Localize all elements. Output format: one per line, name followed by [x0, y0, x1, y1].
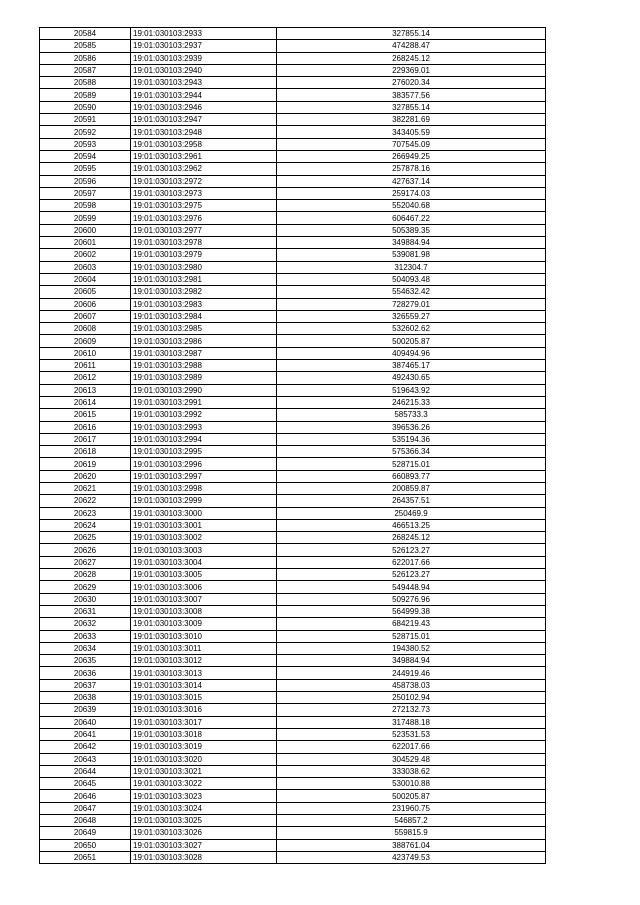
data-table: [39, 27, 546, 864]
row-number-cell: 20608: [40, 323, 131, 335]
cadastral-number-cell: 19:01:030103:2973: [131, 187, 277, 199]
table-row: [40, 851, 546, 863]
table-row: [40, 667, 546, 679]
table-row: [40, 446, 546, 458]
cadastral-number-cell: 19:01:030103:2988: [131, 360, 277, 372]
value-cell: 728279.01: [277, 298, 546, 310]
value-cell: 549448.94: [277, 581, 546, 593]
row-number-cell: 20639: [40, 704, 131, 716]
value-cell: 504093.48: [277, 273, 546, 285]
table-row: [40, 495, 546, 507]
cadastral-number-cell: 19:01:030103:3005: [131, 569, 277, 581]
table-row: [40, 28, 546, 40]
row-number-cell: 20648: [40, 815, 131, 827]
table-row: [40, 77, 546, 89]
cadastral-number-cell: 19:01:030103:2982: [131, 286, 277, 298]
row-number-cell: 20621: [40, 482, 131, 494]
row-number-cell: 20629: [40, 581, 131, 593]
row-number-cell: 20584: [40, 28, 131, 40]
row-number-cell: 20606: [40, 298, 131, 310]
value-cell: 500205.87: [277, 335, 546, 347]
row-number-cell: 20598: [40, 200, 131, 212]
cadastral-number-cell: 19:01:030103:2989: [131, 372, 277, 384]
row-number-cell: 20643: [40, 753, 131, 765]
row-number-cell: 20593: [40, 138, 131, 150]
value-cell: 523531.53: [277, 728, 546, 740]
row-number-cell: 20647: [40, 802, 131, 814]
row-number-cell: 20594: [40, 150, 131, 162]
value-cell: 326559.27: [277, 310, 546, 322]
table-row: [40, 482, 546, 494]
table-row: [40, 507, 546, 519]
table-row: [40, 581, 546, 593]
row-number-cell: 20642: [40, 741, 131, 753]
value-cell: 559815.9: [277, 827, 546, 839]
document-page: [39, 27, 546, 864]
cadastral-number-cell: 19:01:030103:3013: [131, 667, 277, 679]
row-number-cell: 20632: [40, 618, 131, 630]
row-number-cell: 20607: [40, 310, 131, 322]
cadastral-number-cell: 19:01:030103:3028: [131, 851, 277, 863]
value-cell: 349884.94: [277, 655, 546, 667]
cadastral-number-cell: 19:01:030103:3014: [131, 679, 277, 691]
row-number-cell: 20617: [40, 433, 131, 445]
cadastral-number-cell: 19:01:030103:2978: [131, 237, 277, 249]
table-row: [40, 765, 546, 777]
cadastral-number-cell: 19:01:030103:2987: [131, 347, 277, 359]
table-row: [40, 175, 546, 187]
cadastral-number-cell: 19:01:030103:3025: [131, 815, 277, 827]
value-cell: 229369.01: [277, 64, 546, 76]
cadastral-number-cell: 19:01:030103:2980: [131, 261, 277, 273]
row-number-cell: 20618: [40, 446, 131, 458]
cadastral-number-cell: 19:01:030103:3024: [131, 802, 277, 814]
cadastral-number-cell: 19:01:030103:2939: [131, 52, 277, 64]
value-cell: 396536.26: [277, 421, 546, 433]
value-cell: 660893.77: [277, 470, 546, 482]
value-cell: 250102.94: [277, 692, 546, 704]
row-number-cell: 20622: [40, 495, 131, 507]
table-row: [40, 237, 546, 249]
table-row: [40, 433, 546, 445]
row-number-cell: 20605: [40, 286, 131, 298]
table-row: [40, 544, 546, 556]
value-cell: 554632.42: [277, 286, 546, 298]
cadastral-number-cell: 19:01:030103:3003: [131, 544, 277, 556]
value-cell: 194380.52: [277, 642, 546, 654]
cadastral-number-cell: 19:01:030103:3002: [131, 532, 277, 544]
table-row: [40, 384, 546, 396]
cadastral-number-cell: 19:01:030103:2995: [131, 446, 277, 458]
cadastral-number-cell: 19:01:030103:2985: [131, 323, 277, 335]
value-cell: 526123.27: [277, 544, 546, 556]
row-number-cell: 20619: [40, 458, 131, 470]
value-cell: 268245.12: [277, 532, 546, 544]
cadastral-number-cell: 19:01:030103:2977: [131, 224, 277, 236]
row-number-cell: 20601: [40, 237, 131, 249]
row-number-cell: 20636: [40, 667, 131, 679]
cadastral-number-cell: 19:01:030103:2999: [131, 495, 277, 507]
value-cell: 519643.92: [277, 384, 546, 396]
value-cell: 409494.96: [277, 347, 546, 359]
value-cell: 530010.88: [277, 778, 546, 790]
cadastral-number-cell: 19:01:030103:2947: [131, 114, 277, 126]
value-cell: 276020.34: [277, 77, 546, 89]
row-number-cell: 20631: [40, 605, 131, 617]
table-row: [40, 323, 546, 335]
table-row: [40, 421, 546, 433]
table-row: [40, 335, 546, 347]
cadastral-number-cell: 19:01:030103:2984: [131, 310, 277, 322]
row-number-cell: 20616: [40, 421, 131, 433]
cadastral-number-cell: 19:01:030103:2996: [131, 458, 277, 470]
row-number-cell: 20615: [40, 409, 131, 421]
row-number-cell: 20602: [40, 249, 131, 261]
table-row: [40, 89, 546, 101]
cadastral-number-cell: 19:01:030103:2972: [131, 175, 277, 187]
table-row: [40, 138, 546, 150]
row-number-cell: 20604: [40, 273, 131, 285]
row-number-cell: 20630: [40, 593, 131, 605]
table-row: [40, 273, 546, 285]
value-cell: 528715.01: [277, 458, 546, 470]
cadastral-number-cell: 19:01:030103:3023: [131, 790, 277, 802]
row-number-cell: 20635: [40, 655, 131, 667]
cadastral-number-cell: 19:01:030103:3011: [131, 642, 277, 654]
table-row: [40, 569, 546, 581]
table-row: [40, 827, 546, 839]
value-cell: 564999.38: [277, 605, 546, 617]
row-number-cell: 20588: [40, 77, 131, 89]
row-number-cell: 20640: [40, 716, 131, 728]
value-cell: 259174.03: [277, 187, 546, 199]
row-number-cell: 20628: [40, 569, 131, 581]
cadastral-number-cell: 19:01:030103:2946: [131, 101, 277, 113]
table-row: [40, 224, 546, 236]
table-row: [40, 716, 546, 728]
cadastral-number-cell: 19:01:030103:3015: [131, 692, 277, 704]
table-row: [40, 52, 546, 64]
table-row: [40, 470, 546, 482]
cadastral-number-cell: 19:01:030103:3000: [131, 507, 277, 519]
value-cell: 317488.18: [277, 716, 546, 728]
table-row: [40, 360, 546, 372]
cadastral-number-cell: 19:01:030103:2943: [131, 77, 277, 89]
value-cell: 246215.33: [277, 396, 546, 408]
row-number-cell: 20645: [40, 778, 131, 790]
cadastral-number-cell: 19:01:030103:3007: [131, 593, 277, 605]
value-cell: 526123.27: [277, 569, 546, 581]
value-cell: 268245.12: [277, 52, 546, 64]
value-cell: 500205.87: [277, 790, 546, 802]
table-row: [40, 64, 546, 76]
table-row: [40, 642, 546, 654]
value-cell: 383577.56: [277, 89, 546, 101]
table-row: [40, 753, 546, 765]
cadastral-number-cell: 19:01:030103:2983: [131, 298, 277, 310]
value-cell: 250469.9: [277, 507, 546, 519]
value-cell: 546857.2: [277, 815, 546, 827]
value-cell: 257878.16: [277, 163, 546, 175]
value-cell: 343405.59: [277, 126, 546, 138]
row-number-cell: 20609: [40, 335, 131, 347]
table-row: [40, 187, 546, 199]
value-cell: 535194.36: [277, 433, 546, 445]
cadastral-number-cell: 19:01:030103:3010: [131, 630, 277, 642]
row-number-cell: 20586: [40, 52, 131, 64]
cadastral-number-cell: 19:01:030103:2994: [131, 433, 277, 445]
row-number-cell: 20634: [40, 642, 131, 654]
row-number-cell: 20626: [40, 544, 131, 556]
cadastral-number-cell: 19:01:030103:3021: [131, 765, 277, 777]
value-cell: 707545.09: [277, 138, 546, 150]
cadastral-number-cell: 19:01:030103:2958: [131, 138, 277, 150]
row-number-cell: 20603: [40, 261, 131, 273]
cadastral-number-cell: 19:01:030103:3008: [131, 605, 277, 617]
row-number-cell: 20587: [40, 64, 131, 76]
cadastral-number-cell: 19:01:030103:2975: [131, 200, 277, 212]
row-number-cell: 20633: [40, 630, 131, 642]
table-row: [40, 532, 546, 544]
cadastral-number-cell: 19:01:030103:2976: [131, 212, 277, 224]
table-row: [40, 150, 546, 162]
cadastral-number-cell: 19:01:030103:2991: [131, 396, 277, 408]
cadastral-number-cell: 19:01:030103:2961: [131, 150, 277, 162]
cadastral-number-cell: 19:01:030103:2993: [131, 421, 277, 433]
value-cell: 388761.04: [277, 839, 546, 851]
cadastral-number-cell: 19:01:030103:3027: [131, 839, 277, 851]
value-cell: 304529.48: [277, 753, 546, 765]
value-cell: 684219.43: [277, 618, 546, 630]
value-cell: 272132.73: [277, 704, 546, 716]
row-number-cell: 20585: [40, 40, 131, 52]
cadastral-number-cell: 19:01:030103:3020: [131, 753, 277, 765]
value-cell: 312304.7: [277, 261, 546, 273]
value-cell: 231960.75: [277, 802, 546, 814]
table-row: [40, 458, 546, 470]
table-row: [40, 101, 546, 113]
cadastral-number-cell: 19:01:030103:2997: [131, 470, 277, 482]
value-cell: 509276.96: [277, 593, 546, 605]
row-number-cell: 20610: [40, 347, 131, 359]
value-cell: 539081.98: [277, 249, 546, 261]
value-cell: 423749.53: [277, 851, 546, 863]
value-cell: 466513.25: [277, 519, 546, 531]
cadastral-number-cell: 19:01:030103:2992: [131, 409, 277, 421]
value-cell: 266949.25: [277, 150, 546, 162]
row-number-cell: 20600: [40, 224, 131, 236]
value-cell: 575366.34: [277, 446, 546, 458]
value-cell: 264357.51: [277, 495, 546, 507]
cadastral-number-cell: 19:01:030103:3004: [131, 556, 277, 568]
table-row: [40, 618, 546, 630]
value-cell: 528715.01: [277, 630, 546, 642]
cadastral-number-cell: 19:01:030103:3006: [131, 581, 277, 593]
row-number-cell: 20599: [40, 212, 131, 224]
cadastral-number-cell: 19:01:030103:3017: [131, 716, 277, 728]
row-number-cell: 20623: [40, 507, 131, 519]
row-number-cell: 20620: [40, 470, 131, 482]
value-cell: 622017.66: [277, 741, 546, 753]
cadastral-number-cell: 19:01:030103:3018: [131, 728, 277, 740]
table-row: [40, 298, 546, 310]
row-number-cell: 20611: [40, 360, 131, 372]
cadastral-number-cell: 19:01:030103:2944: [131, 89, 277, 101]
value-cell: 333038.62: [277, 765, 546, 777]
value-cell: 349884.94: [277, 237, 546, 249]
value-cell: 427637.14: [277, 175, 546, 187]
table-row: [40, 212, 546, 224]
value-cell: 474288.47: [277, 40, 546, 52]
table-row: [40, 778, 546, 790]
table-row: [40, 396, 546, 408]
value-cell: 606467.22: [277, 212, 546, 224]
table-row: [40, 790, 546, 802]
table-row: [40, 605, 546, 617]
table-row: [40, 286, 546, 298]
row-number-cell: 20597: [40, 187, 131, 199]
row-number-cell: 20595: [40, 163, 131, 175]
row-number-cell: 20624: [40, 519, 131, 531]
cadastral-number-cell: 19:01:030103:3019: [131, 741, 277, 753]
row-number-cell: 20614: [40, 396, 131, 408]
table-row: [40, 802, 546, 814]
cadastral-number-cell: 19:01:030103:3012: [131, 655, 277, 667]
cadastral-number-cell: 19:01:030103:2990: [131, 384, 277, 396]
row-number-cell: 20589: [40, 89, 131, 101]
table-row: [40, 630, 546, 642]
row-number-cell: 20613: [40, 384, 131, 396]
cadastral-number-cell: 19:01:030103:2937: [131, 40, 277, 52]
row-number-cell: 20591: [40, 114, 131, 126]
row-number-cell: 20641: [40, 728, 131, 740]
table-row: [40, 728, 546, 740]
table-row: [40, 815, 546, 827]
table-row: [40, 372, 546, 384]
value-cell: 200859.87: [277, 482, 546, 494]
value-cell: 387465.17: [277, 360, 546, 372]
row-number-cell: 20650: [40, 839, 131, 851]
table-row: [40, 519, 546, 531]
cadastral-number-cell: 19:01:030103:2940: [131, 64, 277, 76]
table-row: [40, 126, 546, 138]
table-body: [40, 28, 546, 864]
cadastral-number-cell: 19:01:030103:2933: [131, 28, 277, 40]
row-number-cell: 20590: [40, 101, 131, 113]
cadastral-number-cell: 19:01:030103:3016: [131, 704, 277, 716]
table-row: [40, 310, 546, 322]
table-row: [40, 839, 546, 851]
row-number-cell: 20596: [40, 175, 131, 187]
table-row: [40, 347, 546, 359]
cadastral-number-cell: 19:01:030103:3001: [131, 519, 277, 531]
table-row: [40, 679, 546, 691]
value-cell: 585733.3: [277, 409, 546, 421]
cadastral-number-cell: 19:01:030103:2981: [131, 273, 277, 285]
table-row: [40, 40, 546, 52]
table-row: [40, 249, 546, 261]
cadastral-number-cell: 19:01:030103:2986: [131, 335, 277, 347]
row-number-cell: 20637: [40, 679, 131, 691]
row-number-cell: 20644: [40, 765, 131, 777]
row-number-cell: 20651: [40, 851, 131, 863]
cadastral-number-cell: 19:01:030103:2948: [131, 126, 277, 138]
table-row: [40, 655, 546, 667]
row-number-cell: 20646: [40, 790, 131, 802]
value-cell: 532602.62: [277, 323, 546, 335]
cadastral-number-cell: 19:01:030103:2998: [131, 482, 277, 494]
table-row: [40, 163, 546, 175]
value-cell: 327855.14: [277, 28, 546, 40]
row-number-cell: 20638: [40, 692, 131, 704]
row-number-cell: 20625: [40, 532, 131, 544]
table-row: [40, 692, 546, 704]
cadastral-number-cell: 19:01:030103:2962: [131, 163, 277, 175]
cadastral-number-cell: 19:01:030103:3026: [131, 827, 277, 839]
table-row: [40, 741, 546, 753]
value-cell: 327855.14: [277, 101, 546, 113]
row-number-cell: 20592: [40, 126, 131, 138]
value-cell: 552040.68: [277, 200, 546, 212]
cadastral-number-cell: 19:01:030103:3022: [131, 778, 277, 790]
value-cell: 382281.69: [277, 114, 546, 126]
row-number-cell: 20649: [40, 827, 131, 839]
row-number-cell: 20627: [40, 556, 131, 568]
table-row: [40, 200, 546, 212]
table-row: [40, 556, 546, 568]
table-row: [40, 261, 546, 273]
table-row: [40, 704, 546, 716]
table-row: [40, 409, 546, 421]
value-cell: 244919.46: [277, 667, 546, 679]
value-cell: 622017.66: [277, 556, 546, 568]
cadastral-number-cell: 19:01:030103:3009: [131, 618, 277, 630]
table-row: [40, 114, 546, 126]
value-cell: 505389.35: [277, 224, 546, 236]
value-cell: 458738.03: [277, 679, 546, 691]
cadastral-number-cell: 19:01:030103:2979: [131, 249, 277, 261]
row-number-cell: 20612: [40, 372, 131, 384]
table-row: [40, 593, 546, 605]
value-cell: 492430.65: [277, 372, 546, 384]
